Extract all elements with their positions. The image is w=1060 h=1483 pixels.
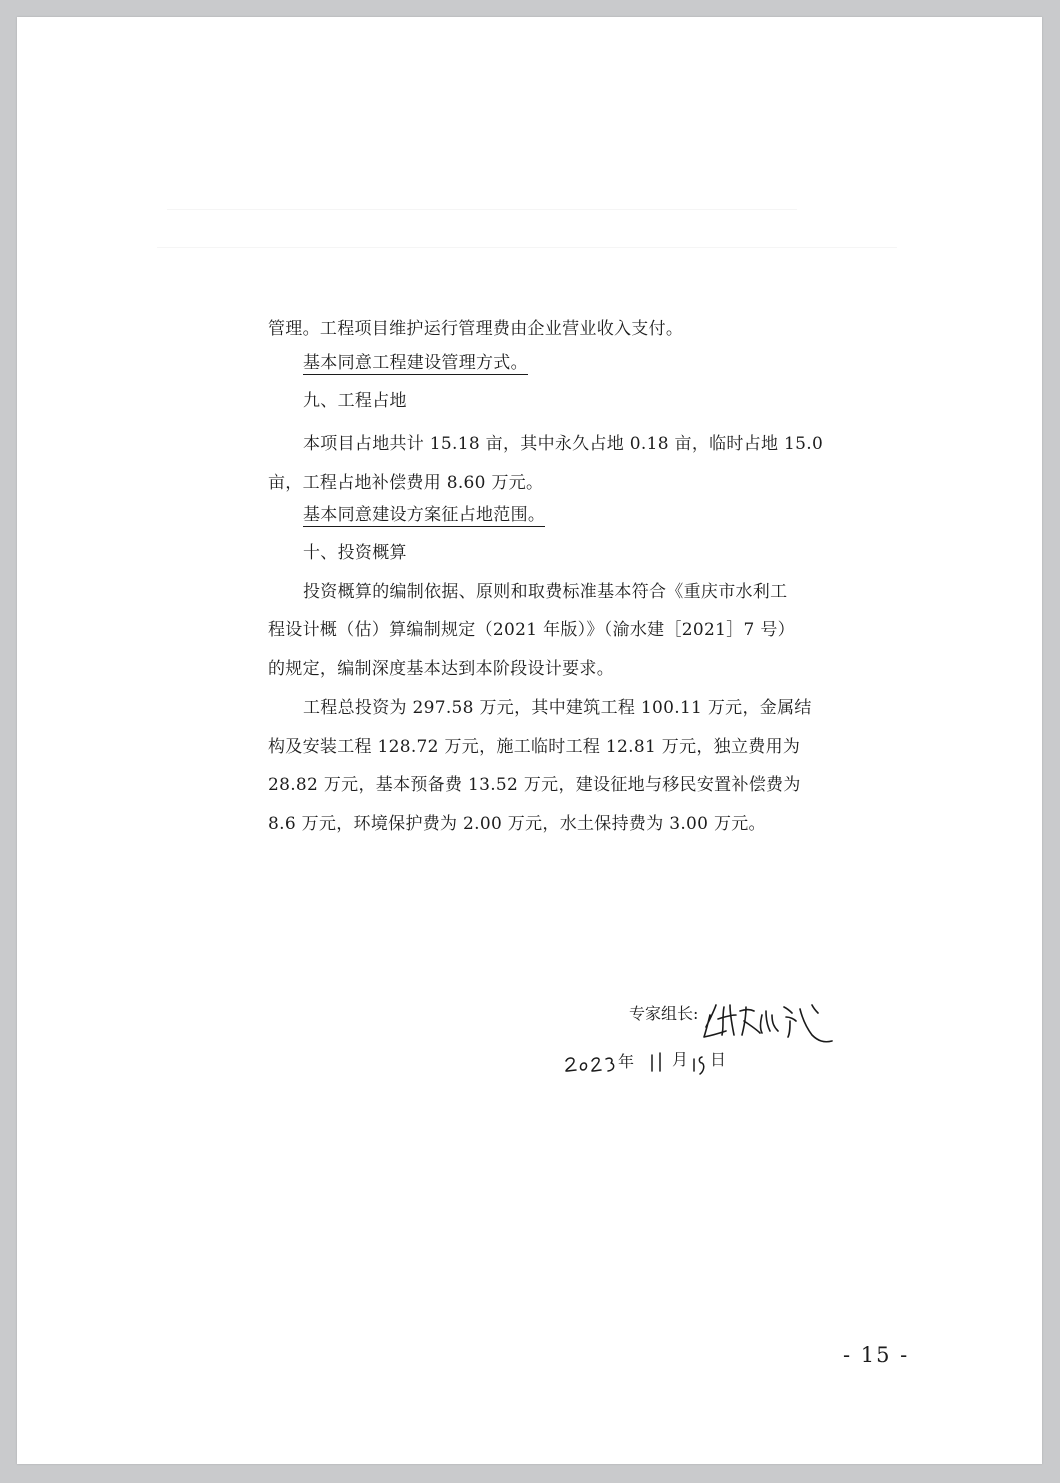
paragraph-line: 28.82 万元，基本预备费 13.52 万元，建设征地与移民安置补偿费为 xyxy=(268,775,801,795)
approval-text: 基本同意建设方案征占地范围。 xyxy=(303,505,546,525)
date-year-char: 年 xyxy=(618,1052,635,1071)
paragraph-line: 本项目占地共计 15.18 亩，其中永久占地 0.18 亩，临时占地 15.0 xyxy=(303,434,824,454)
scan-artifact xyxy=(157,247,897,248)
handwritten-date xyxy=(562,1039,742,1081)
paragraph-line: 程设计概（估）算编制规定（2021 年版）》（渝水建［2021］7 号） xyxy=(268,620,795,640)
approval-line xyxy=(303,348,528,373)
section-heading: 九、工程占地 xyxy=(303,391,407,411)
paragraph-line: 8.6 万元，环境保护费为 2.00 万元，水土保持费为 3.00 万元。 xyxy=(268,814,766,834)
paragraph-line: 构及安装工程 128.72 万元，施工临时工程 12.81 万元，独立费用为 xyxy=(268,737,801,757)
paragraph-line: 投资概算的编制依据、原则和取费标准基本符合《重庆市水利工 xyxy=(303,582,788,602)
paragraph-line: 管理。工程项目维护运行管理费由企业营业收入支付。 xyxy=(268,319,684,339)
signature-label: 专家组长: xyxy=(629,1004,699,1023)
section-heading: 十、投资概算 xyxy=(303,543,407,563)
page-number: - 15 - xyxy=(843,1343,910,1367)
paragraph-line: 的规定，编制深度基本达到本阶段设计要求。 xyxy=(268,659,614,679)
paragraph-line: 亩，工程占地补偿费用 8.60 万元。 xyxy=(268,473,544,493)
document-page xyxy=(17,17,1042,1464)
date-day-char: 日 xyxy=(710,1050,727,1069)
date-month-char: 月 xyxy=(672,1050,689,1069)
approval-text: 基本同意工程建设管理方式。 xyxy=(303,353,528,373)
scan-artifact xyxy=(167,209,797,210)
paragraph-line: 工程总投资为 297.58 万元，其中建筑工程 100.11 万元，金属结 xyxy=(303,698,812,718)
approval-line xyxy=(303,500,545,525)
